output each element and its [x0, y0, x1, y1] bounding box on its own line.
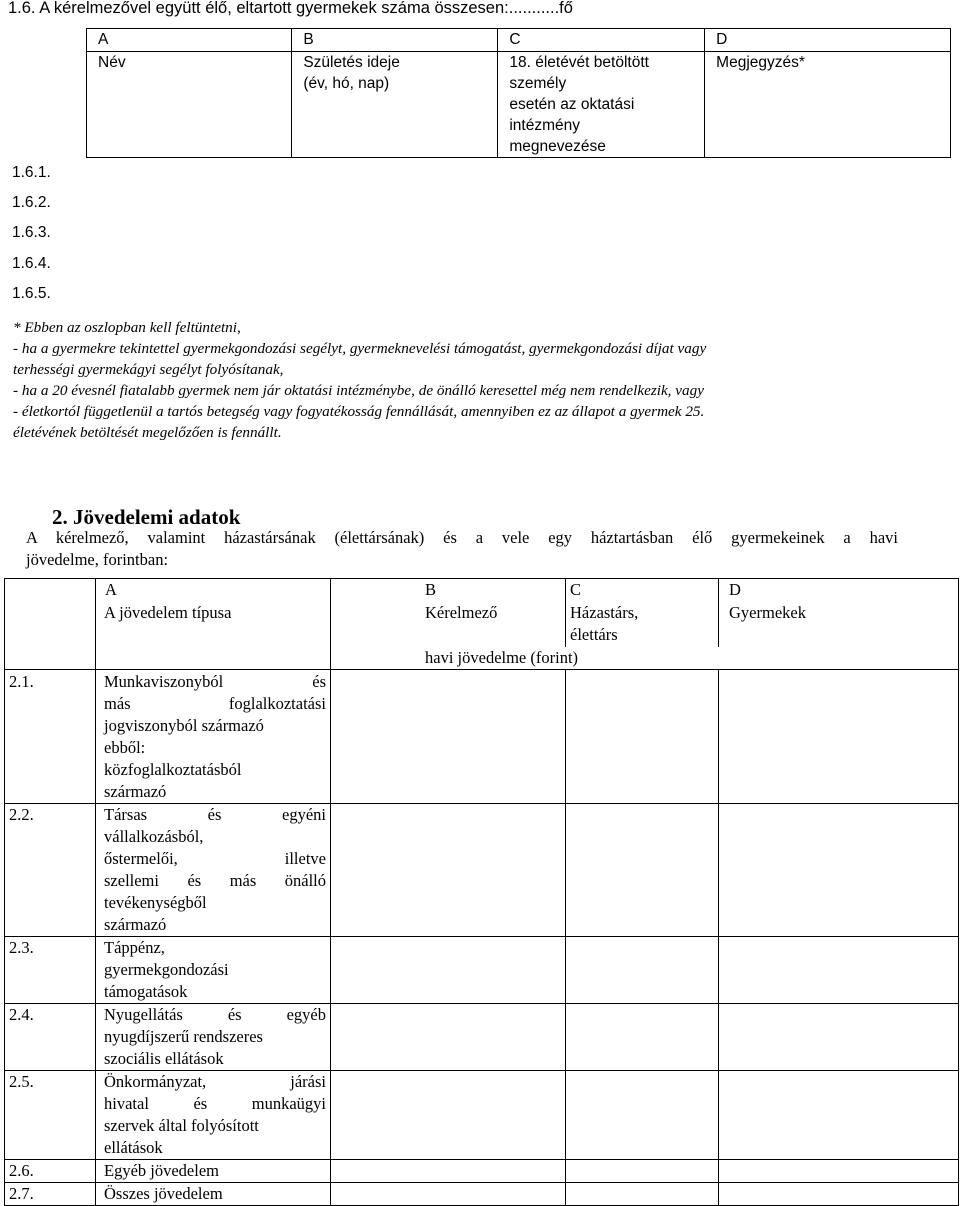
- income-type-line: Egyéb jövedelem: [104, 1160, 220, 1180]
- income-type-line: gyermekgondozási: [104, 959, 229, 979]
- row-label: 1.6.1.: [12, 164, 51, 181]
- income-type-line: őstermelői, illetve: [104, 848, 326, 868]
- col-letter-c: C: [498, 29, 705, 52]
- col-header-children: Gyermekek: [719, 602, 959, 647]
- income-type: [96, 1003, 331, 1070]
- income-type: [96, 1070, 331, 1159]
- col-letter-b: B: [331, 579, 566, 602]
- applicant-value-cell[interactable]: [331, 936, 566, 1003]
- col-header-name: [87, 52, 292, 158]
- row-label: 1.6.5.: [12, 285, 51, 302]
- children-value-cell[interactable]: [719, 1182, 959, 1205]
- col-header-note-label: Megjegyzés*: [716, 54, 805, 71]
- applicant-value-cell[interactable]: [331, 803, 566, 936]
- spouse-value-cell[interactable]: [566, 936, 719, 1003]
- row-number: 2.4.: [5, 1003, 96, 1070]
- col-header-institution-line-3: esetén az oktatási: [509, 96, 635, 113]
- col-header-institution-line-2: személy: [509, 75, 567, 92]
- row-number: 2.7.: [5, 1182, 96, 1205]
- col-header-institution-line-4: intézmény: [509, 117, 580, 134]
- subheader-monthly-income: havi jövedelme (forint): [331, 647, 959, 670]
- children-value-cell[interactable]: [719, 803, 959, 936]
- children-value-cell[interactable]: [719, 1003, 959, 1070]
- children-value-cell[interactable]: [719, 1159, 959, 1182]
- footnote-line: - életkortól függetlenül a tartós betegség vagy fogyatékosság fennállását, amennyiben ez az állapot a gyermek 25.: [13, 403, 705, 420]
- section-2-intro-line-1: A kérelmező, valamint házastársának (élettársának) és a vele egy háztartásban élő gyermekeinek a havi: [26, 528, 898, 547]
- col-header-institution: [498, 52, 705, 158]
- col-letter-d: D: [719, 579, 959, 602]
- col-header-birth-line-2: (év, hó, nap): [303, 75, 390, 92]
- spouse-value-cell[interactable]: [566, 1003, 719, 1070]
- col-header-birth: [292, 52, 498, 158]
- section-2-intro-line-2: jövedelme, forintban:: [26, 550, 169, 569]
- row-label: 1.6.2.: [12, 194, 51, 211]
- col-header-name-label: Név: [98, 54, 126, 71]
- children-value-cell[interactable]: [719, 936, 959, 1003]
- income-type-line: Nyugellátás és egyéb: [104, 1004, 326, 1024]
- income-type: [96, 936, 331, 1003]
- col-header-institution-line-1: 18. életévét betöltött: [509, 54, 649, 71]
- col-header-applicant: Kérelmező: [331, 602, 566, 647]
- section-heading: 1.6. A kérelmezővel együtt élő, eltartott gyermekek száma összesen:...........fő: [8, 0, 573, 17]
- income-type-line: Önkormányzat, járási: [104, 1071, 326, 1091]
- footnote: [13, 317, 933, 443]
- income-type-line: Munkaviszonyból és: [104, 671, 326, 691]
- section-2-title: 2. Jövedelemi adatok: [52, 505, 241, 529]
- col-header-spouse-line-2: élettárs: [570, 624, 618, 644]
- applicant-value-cell[interactable]: [331, 669, 566, 803]
- income-type-line: szellemi és más önálló: [104, 870, 326, 890]
- col-letter-a: A: [96, 579, 331, 602]
- income-type: [96, 669, 331, 803]
- row-number: 2.2.: [5, 803, 96, 936]
- footnote-line: terhességi gyermekágyi segélyt folyósítanak,: [13, 361, 284, 378]
- income-type-line: támogatások: [104, 981, 188, 1001]
- income-type-line: Társas és egyéni: [104, 804, 326, 824]
- col-header-income-type: A jövedelem típusa: [96, 602, 331, 647]
- applicant-value-cell[interactable]: [331, 1003, 566, 1070]
- children-table: [86, 28, 951, 158]
- footnote-line: - ha a gyermekre tekintettel gyermekgondozási segélyt, gyermeknevelési támogatást, gyermekgondozási díjat vagy: [13, 340, 707, 357]
- applicant-value-cell[interactable]: [331, 1182, 566, 1205]
- income-type-line: származó: [104, 781, 167, 801]
- income-type-line: tevékenységből: [104, 892, 207, 912]
- col-header-institution-line-5: megnevezése: [509, 138, 606, 155]
- income-type-line: más foglalkoztatási: [104, 693, 326, 713]
- income-type-line: hivatal és munkaügyi: [104, 1093, 326, 1113]
- col-header-note: [705, 52, 951, 158]
- income-type-line: vállalkozásból,: [104, 826, 204, 846]
- col-header-spouse-line-1: Házastárs,: [570, 602, 639, 622]
- children-value-cell[interactable]: [719, 669, 959, 803]
- spouse-value-cell[interactable]: [566, 803, 719, 936]
- footnote-line: - ha a 20 évesnél fiatalabb gyermek nem jár oktatási intézménybe, de önálló keresettel még nem rendelkezik, vagy: [13, 382, 704, 399]
- col-letter-d: D: [705, 29, 951, 52]
- income-type-line: közfoglalkoztatásból: [104, 759, 242, 779]
- income-type-line: jogviszonyból származó: [104, 715, 264, 735]
- row-number: 2.1.: [5, 669, 96, 803]
- income-type-line: nyugdíjszerű rendszeres: [104, 1026, 263, 1046]
- applicant-value-cell[interactable]: [331, 1159, 566, 1182]
- col-letter-c: C: [566, 579, 719, 602]
- income-type-line: ebből:: [104, 737, 146, 757]
- income-type: [96, 1182, 331, 1205]
- applicant-value-cell[interactable]: [331, 1070, 566, 1159]
- income-table: [4, 578, 959, 1206]
- spouse-value-cell[interactable]: [566, 1159, 719, 1182]
- income-type-line: szervek által folyósított: [104, 1115, 259, 1135]
- row-label: 1.6.4.: [12, 255, 51, 272]
- row-label: 1.6.3.: [12, 224, 51, 241]
- income-type-line: Táppénz,: [104, 937, 165, 957]
- children-value-cell[interactable]: [719, 1070, 959, 1159]
- col-letter-a: A: [87, 29, 292, 52]
- spouse-value-cell[interactable]: [566, 1182, 719, 1205]
- income-type: [96, 1159, 331, 1182]
- income-type: [96, 803, 331, 936]
- income-type-line: szociális ellátások: [104, 1048, 224, 1068]
- col-header-spouse: [566, 602, 719, 647]
- row-number: 2.5.: [5, 1070, 96, 1159]
- spouse-value-cell[interactable]: [566, 1070, 719, 1159]
- footnote-line: életévének betöltését megelőzően is fennállt.: [13, 424, 282, 441]
- section-2-intro: [26, 527, 898, 571]
- row-number: 2.6.: [5, 1159, 96, 1182]
- row-number: 2.3.: [5, 936, 96, 1003]
- footnote-line: * Ebben az oszlopban kell feltüntetni,: [13, 319, 241, 336]
- spouse-value-cell[interactable]: [566, 669, 719, 803]
- col-letter-b: B: [292, 29, 498, 52]
- income-type-line: Összes jövedelem: [104, 1183, 223, 1203]
- income-type-line: származó: [104, 914, 167, 934]
- income-type-line: ellátások: [104, 1137, 163, 1157]
- col-header-birth-line-1: Születés ideje: [303, 54, 400, 71]
